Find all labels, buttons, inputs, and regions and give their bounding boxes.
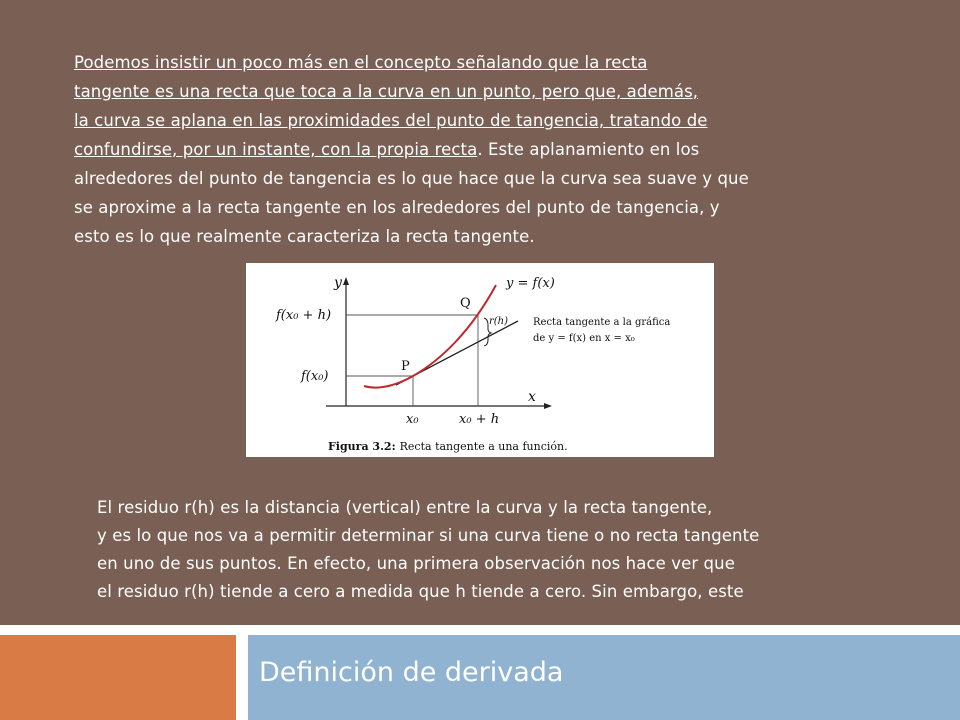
figure-caption: [328, 440, 568, 453]
curve-label: y = f(x): [506, 276, 555, 291]
paragraph-line: esto es lo que realmente caracteriza la recta tangente.: [74, 227, 535, 246]
paragraph-line: la curva se aplana en las proximidades del punto de tangencia, tratando de: [74, 111, 708, 130]
y-tick-fx0h: f(x₀ + h): [276, 308, 332, 323]
y-axis-label: y: [334, 275, 342, 291]
residual-paragraph: [97, 494, 887, 606]
caption-number: Figura 3.2:: [328, 440, 396, 453]
paragraph-line: alrededores del punto de tangencia es lo que hace que la curva sea suave y que: [74, 169, 749, 188]
paragraph-line: tangente es una recta que toca a la curva en un punto, pero que, además,: [74, 82, 699, 101]
function-curve: [364, 285, 496, 388]
x-tick-x0: x₀: [406, 412, 419, 427]
x-axis-label: x: [528, 389, 536, 405]
point-p-label: P: [401, 359, 410, 374]
paragraph-line: se aproxime a la recta tangente en los alrededores del punto de tangencia, y: [74, 198, 720, 217]
paragraph-line: el residuo r(h) tiende a cero a medida que h tiende a cero. Sin embargo, este: [97, 582, 744, 601]
caption-text: Recta tangente a una función.: [399, 440, 568, 453]
tangent-label-line1: Recta tangente a la gráfica: [533, 317, 671, 328]
paragraph-line: y es lo que nos va a permitir determinar si una curva tiene o no recta tangente: [97, 526, 760, 545]
y-tick-fx0: f(x₀): [301, 369, 329, 384]
tangent-diagram: [246, 263, 714, 457]
tangent-line-figure: [246, 263, 714, 457]
paragraph-line: confundirse, por un instante, con la propia recta. Este aplanamiento en los: [74, 140, 700, 159]
point-q-label: Q: [460, 296, 471, 311]
residual-label: r(h): [489, 316, 509, 327]
paragraph-line: El residuo r(h) es la distancia (vertical) entre la curva y la recta tangente,: [97, 498, 713, 517]
x-axis-arrow: [544, 403, 552, 409]
x-tick-x0h: x₀ + h: [459, 412, 500, 427]
footer-accent-block: [0, 635, 236, 720]
slide-title: Definición de derivada: [259, 657, 564, 688]
paragraph-line: Podemos insistir un poco más en el concepto señalando que la recta: [74, 53, 648, 72]
intro-paragraph: [74, 48, 874, 251]
y-axis-arrow: [343, 277, 349, 285]
paragraph-line: en uno de sus puntos. En efecto, una primera observación nos hace ver que: [97, 554, 735, 573]
tangent-label-line2: de y = f(x) en x = x₀: [533, 333, 635, 344]
